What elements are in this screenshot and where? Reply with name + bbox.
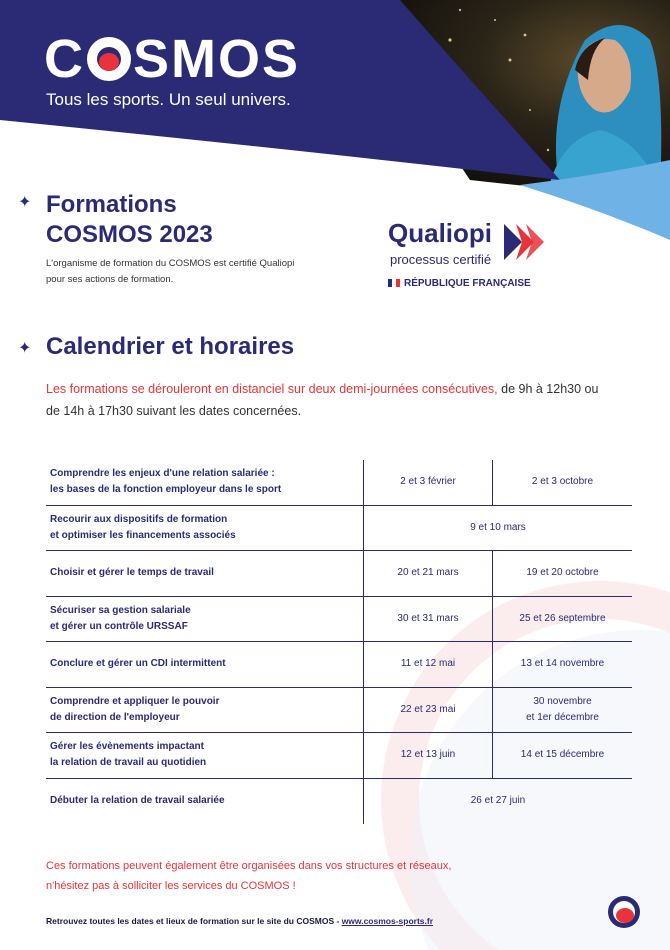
cosmos-logo-icon — [608, 896, 640, 928]
qualiopi-subtitle: processus certifié — [390, 252, 492, 267]
qualiopi-arrows-icon — [502, 222, 546, 262]
intro-text — [46, 256, 306, 288]
session-date-2: 14 et 15 décembre — [520, 749, 605, 761]
course-label: Gérer les évènements impactant la relation de travail au quotidien — [50, 741, 207, 769]
session-date: 9 et 10 mars — [363, 506, 632, 551]
title-line-1: Formations — [46, 191, 177, 218]
lead-rest-text: de 9h à 12h30 ou de 14h à 17h30 suivant les dates concernées. — [46, 382, 599, 418]
session-date-1: 12 et 13 juin — [363, 733, 493, 778]
website-link[interactable]: www.cosmos-sports.fr — [341, 916, 434, 926]
course-label: Conclure et gérer un CDI intermittent — [50, 658, 226, 670]
session-date-1: 2 et 3 février — [363, 460, 493, 505]
course-label: Choisir et gérer le temps de travail — [50, 567, 214, 579]
calendar-heading: Calendrier et horaires — [46, 333, 295, 360]
note-line-2: n'hésitez pas à solliciter les services du COSMOS ! — [46, 880, 296, 892]
intro-line-1: L'organisme de formation du COSMOS est certifié Qualiopi — [46, 258, 295, 269]
star-bullet-icon: ✦ — [18, 194, 32, 211]
calendar-lead — [46, 378, 606, 422]
intro-line-2: pour ses actions de formation. — [46, 274, 174, 285]
table-row — [46, 733, 632, 779]
schedule-table — [46, 460, 632, 824]
lead-red-text: Les formations se dérouleront en distanciel sur deux demi-journées consécutives, — [46, 382, 498, 396]
organisation-note — [46, 856, 566, 896]
session-date-2: 2 et 3 octobre — [531, 476, 594, 488]
course-label: Comprendre et appliquer le pouvoir de direction de l'employeur — [50, 695, 220, 723]
table-row — [46, 642, 632, 688]
session-date-1: 20 et 21 mars — [363, 551, 493, 596]
table-row — [46, 688, 632, 734]
brand-smos: SMOS — [133, 29, 301, 89]
page-title — [46, 190, 213, 250]
footer — [46, 916, 433, 926]
table-row — [46, 779, 632, 825]
note-line-1: Ces formations peuvent également être organisées dans vos structures et réseaux, — [46, 860, 452, 872]
course-label: Débuter la relation de travail salariée — [50, 795, 225, 807]
session-date-2: 19 et 20 octobre — [526, 567, 599, 579]
cosmos-logo-icon — [87, 37, 131, 81]
table-row — [46, 597, 632, 643]
session-date-1: 22 et 23 mai — [363, 688, 493, 733]
star-bullet-icon: ✦ — [18, 340, 32, 357]
session-date-1: 11 et 12 mai — [363, 642, 493, 687]
republique-label: RÉPUBLIQUE FRANÇAISE — [404, 278, 531, 289]
session-date-2: 25 et 26 septembre — [519, 612, 606, 624]
republique-francaise — [388, 278, 531, 289]
course-label: Comprendre les enjeux d'une relation salariée : les bases de la fonction employeur dans le sport — [50, 468, 282, 496]
session-date-2: 13 et 14 novembre — [520, 658, 605, 670]
course-label: Sécuriser sa gestion salariale et gérer un contrôle URSSAF — [50, 604, 191, 632]
session-date: 26 et 27 juin — [363, 779, 632, 825]
footer-text: Retrouvez toutes les dates et lieux de formation sur le site du COSMOS - — [46, 916, 342, 926]
table-row — [46, 551, 632, 597]
qualiopi-word: Qualiopi — [388, 218, 492, 248]
table-row — [46, 506, 632, 552]
qualiopi-badge — [388, 218, 588, 298]
course-label: Recourir aux dispositifs de formation et optimiser les financements associés — [50, 513, 236, 541]
table-row — [46, 460, 632, 506]
tagline: Tous les sports. Un seul univers. — [46, 90, 291, 109]
brand-c: C — [44, 29, 85, 89]
title-line-2: COSMOS 2023 — [46, 221, 213, 248]
french-flag-icon — [388, 279, 400, 287]
cosmos-logo — [44, 29, 301, 89]
session-date-1: 30 et 31 mars — [363, 597, 493, 642]
session-date-2: 30 novembre et 1er décembre — [526, 695, 599, 723]
